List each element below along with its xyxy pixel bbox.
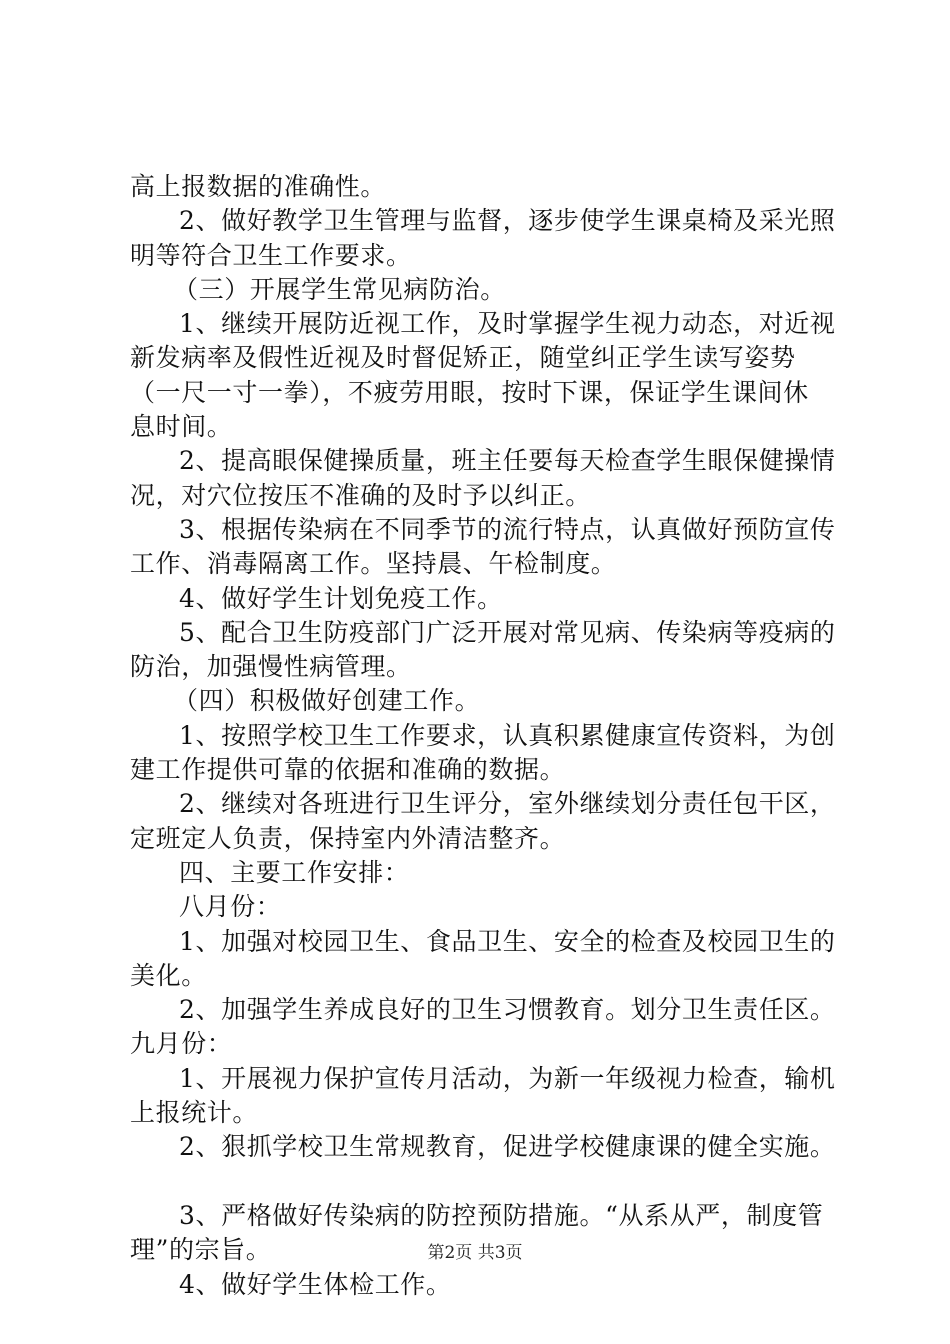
text-line: 2、提高眼保健操质量，班主任要每天检查学生眼保健操情 — [179, 446, 836, 476]
text-line: 防治，加强慢性病管理。 — [130, 652, 412, 682]
text-line: 1、按照学校卫生工作要求，认真积累健康宣传资料，为创 — [179, 720, 836, 750]
text-line: 美化。 — [130, 960, 207, 990]
text-line: 2、做好教学卫生管理与监督，逐步使学生课桌椅及采光照 — [179, 206, 836, 236]
text-line: 建工作提供可靠的依据和准确的数据。 — [130, 755, 566, 785]
blank-line — [130, 1165, 832, 1199]
month-heading: 八月份： — [179, 892, 282, 922]
section-heading: 四、主要工作安排： — [179, 857, 410, 887]
text-line: 1、开展视力保护宣传月活动，为新一年级视力检查，输机 — [179, 1063, 836, 1093]
text-line: （一尺一寸一拳），不疲劳用眼，按时下课，保证学生课间休 — [130, 377, 809, 407]
text-line: 定班定人负责，保持室内外清洁整齐。 — [130, 823, 566, 853]
text-line: 理”的宗旨。 — [130, 1235, 272, 1265]
text-line: 2、狠抓学校卫生常规教育，促进学校健康课的健全实施。 — [179, 1132, 836, 1162]
text-line: 高上报数据的准确性。 — [130, 172, 387, 201]
text-line: 明等符合卫生工作要求。 — [130, 240, 412, 270]
text-line: 1、加强对校园卫生、食品卫生、安全的检查及校园卫生的 — [179, 926, 836, 956]
page-footer: 第2页 共3页 — [427, 1243, 523, 1263]
text-line: 上报统计。 — [130, 1098, 259, 1128]
text-line: 3、根据传染病在不同季节的流行特点，认真做好预防宣传 — [179, 514, 836, 544]
document-body — [130, 170, 836, 1302]
text-line: 1、继续开展防近视工作，及时掌握学生视力动态，对近视 — [179, 309, 836, 339]
text-line: 2、加强学生养成良好的卫生习惯教育。划分卫生责任区。 — [179, 995, 836, 1025]
text-line: 2、继续对各班进行卫生评分，室外继续划分责任包干区， — [179, 789, 836, 819]
text-line: 5、配合卫生防疫部门广泛开展对常见病、传染病等疫病的 — [179, 617, 836, 647]
section-heading: （三）开展学生常见病防治。 — [173, 274, 506, 304]
text-line: 4、做好学生计划免疫工作。 — [179, 583, 503, 613]
text-line: 况，对穴位按压不准确的及时予以纠正。 — [130, 480, 591, 510]
text-line: 3、严格做好传染病的防控预防措施。“从系从严，制度管 — [179, 1200, 824, 1230]
text-line: 新发病率及假性近视及时督促矫正，随堂纠正学生读写姿势 — [130, 343, 796, 373]
text-line: 息时间。 — [130, 412, 233, 442]
month-heading: 九月份： — [130, 1029, 233, 1059]
text-line: 4、做好学生体检工作。 — [179, 1269, 452, 1299]
text-line: 工作、消毒隔离工作。坚持晨、午检制度。 — [130, 549, 617, 579]
section-heading: （四）积极做好创建工作。 — [173, 686, 481, 716]
